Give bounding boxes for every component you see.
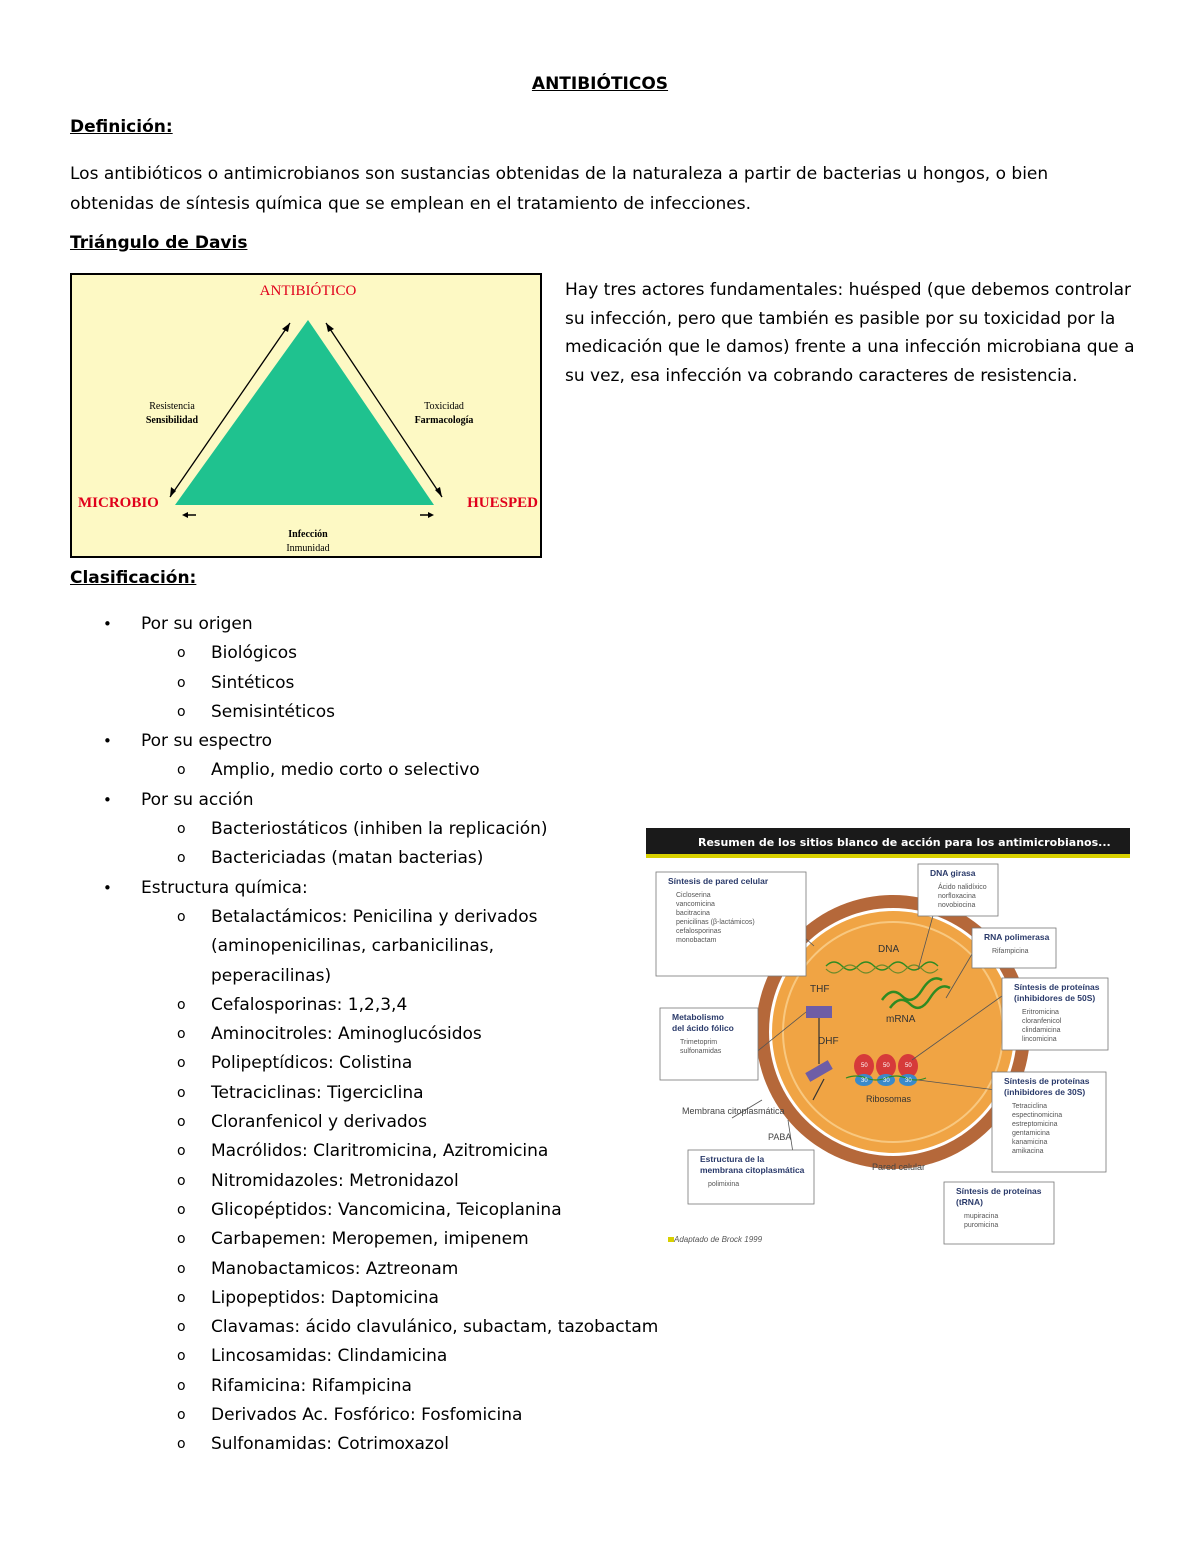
ribosome-label: 30: [905, 1078, 912, 1084]
page-title: ANTIBIÓTICOS: [531, 74, 669, 94]
classification-subitem: [0, 1108, 700, 1137]
classification-list: [0, 610, 700, 1460]
circle-bullet-icon: o: [177, 1114, 186, 1131]
target-box-item: lincomicina: [1022, 1036, 1057, 1043]
bullet-icon: •: [103, 732, 112, 751]
target-box-title: membrana citoplasmática: [700, 1165, 805, 1175]
target-box-item: norfloxacina: [938, 893, 976, 900]
circle-bullet-icon: o: [177, 1055, 186, 1072]
dna-label: DNA: [878, 944, 900, 955]
target-box-item: vancomicina: [676, 901, 715, 908]
circle-bullet-icon: o: [177, 1026, 186, 1043]
davis-triangle: [175, 320, 434, 505]
circle-bullet-icon: o: [177, 1377, 186, 1394]
davis-label-right: HUESPED: [467, 495, 538, 511]
classification-subitem: [0, 1049, 700, 1078]
circle-bullet-icon: o: [177, 1143, 186, 1160]
target-box-title: (inhibidores de 50S): [1014, 993, 1096, 1003]
circle-bullet-icon: o: [177, 762, 186, 779]
davis-description: Hay tres actores fundamentales: huésped (que debemos controlar su infección, pero que también es pasible por su toxicidad por la medicación que le damos) frente a una infección microbiana que a su vez, esa infección va cobrando caracteres de resistencia.: [565, 280, 1135, 386]
davis-bottom-1: Infección: [288, 529, 328, 540]
davis-heading: Triángulo de Davis: [70, 233, 248, 253]
classification-subitem-label: Glicopéptidos: Vancomicina, Teicoplanina: [211, 1199, 562, 1220]
targets-figure-svg: [646, 828, 1130, 1250]
classification-subitem-label: Derivados Ac. Fosfórico: Fosfomicina: [211, 1405, 523, 1426]
target-box-item: estreptomicina: [1012, 1121, 1058, 1128]
figure-title-stripe: [646, 854, 1130, 858]
ribosome-label: 30: [861, 1078, 868, 1084]
ribosome-label: 50: [905, 1063, 912, 1069]
davis-triangle-svg: [72, 275, 540, 556]
target-box-title: DNA girasa: [930, 868, 976, 878]
target-box-item: Ácido nalidíxico: [938, 884, 987, 891]
bullet-icon: •: [103, 878, 112, 897]
classification-item: [0, 874, 700, 903]
target-box-item: Trimetoprim: [680, 1039, 718, 1046]
circle-bullet-icon: o: [177, 1172, 186, 1189]
circle-bullet-icon: o: [177, 1201, 186, 1218]
target-box-item: monobactam: [676, 937, 717, 944]
classification-subitem: [0, 1430, 700, 1459]
classification-subitem: [0, 1020, 700, 1049]
classification-subitem: [0, 756, 700, 785]
target-box-title: (tRNA): [956, 1197, 983, 1207]
target-box-item: mupiracina: [964, 1213, 999, 1220]
classification-subitem: [0, 1225, 700, 1254]
target-box-title: RNA polimerasa: [984, 932, 1050, 942]
target-box-item: penicilinas (β-lactámicos): [676, 919, 755, 926]
target-box-item: puromicina: [964, 1222, 999, 1229]
target-box-title: (inhibidores de 30S): [1004, 1087, 1086, 1097]
classification-subitem-label: Tetraciclinas: Tigerciclina: [211, 1082, 424, 1103]
circle-bullet-icon: o: [177, 1231, 186, 1248]
classification-subitem-label: Lincosamidas: Clindamicina: [211, 1346, 448, 1367]
circle-bullet-icon: o: [177, 703, 186, 720]
circle-bullet-icon: o: [177, 1260, 186, 1277]
classification-subitem: [0, 1313, 700, 1342]
classification-subitem-label: Carbapemen: Meropemen, imipenem: [211, 1229, 529, 1250]
davis-right-side-1: Toxicidad: [424, 401, 464, 412]
circle-bullet-icon: o: [177, 1289, 186, 1306]
classification-subitem-label: Polipeptídicos: Colistina: [211, 1053, 413, 1074]
circle-bullet-icon: o: [177, 1436, 186, 1453]
arrowhead: [326, 323, 334, 332]
classification-subitem-label: Amplio, medio corto o selectivo: [211, 760, 480, 781]
membrane-label-1: Membrana citoplasmática: [682, 1106, 785, 1116]
davis-triangle-diagram: [70, 273, 542, 558]
davis-bottom-2: Inmunidad: [286, 543, 330, 554]
classification-subitem-label: Semisintéticos: [211, 701, 336, 722]
target-box-title: Síntesis de proteínas: [956, 1186, 1042, 1196]
classification-subitem: [0, 844, 700, 873]
classification-item: [0, 786, 700, 815]
circle-bullet-icon: o: [177, 674, 186, 691]
ribosomes-label: Ribosomas: [866, 1094, 912, 1104]
target-box-item: Rifampicina: [992, 948, 1029, 955]
credit-mark: [668, 1237, 674, 1242]
target-box-item: polimixina: [708, 1181, 740, 1188]
classification-subitem: [0, 1196, 700, 1225]
wall-label: Pared celular: [872, 1162, 926, 1172]
classification-subitem-label: Sintéticos: [211, 672, 295, 693]
circle-bullet-icon: o: [177, 1319, 186, 1336]
classification-subitem: [0, 1079, 700, 1108]
classification-subitem-label: Cefalosporinas: 1,2,3,4: [211, 994, 408, 1015]
classification-subitem-label: Manobactamicos: Aztreonam: [211, 1258, 459, 1279]
classification-item-label: Por su origen: [141, 614, 253, 634]
ribosome-label: 50: [861, 1063, 868, 1069]
classification-subitem-label: Lipopeptidos: Daptomicina: [211, 1287, 439, 1308]
classification-item-label: Estructura química:: [141, 877, 308, 898]
circle-bullet-icon: o: [177, 850, 186, 867]
target-box-item: gentamicina: [1012, 1130, 1050, 1137]
circle-bullet-icon: o: [177, 908, 186, 925]
arrowhead: [428, 512, 434, 518]
classification-subitem: [0, 669, 700, 698]
classification-subitem: [0, 1284, 700, 1313]
target-box-title: Síntesis de proteínas: [1004, 1076, 1090, 1086]
classification-subitem: [0, 1167, 700, 1196]
circle-bullet-icon: o: [177, 645, 186, 662]
target-box-item: bacitracina: [676, 910, 710, 917]
circle-bullet-icon: o: [177, 1407, 186, 1424]
target-box-title: Metabolismo: [672, 1012, 724, 1022]
target-box-item: cefalosporinas: [676, 928, 722, 935]
thf-label: THF: [810, 984, 830, 995]
classification-subitem: [0, 639, 700, 668]
classification-item-label: Por su espectro: [141, 731, 273, 752]
antimicrobial-targets-figure: [646, 828, 1130, 1250]
classification-subitem: [0, 991, 700, 1020]
target-box-item: sulfonamidas: [680, 1048, 722, 1055]
classification-subitem-label: Bactericiadas (matan bacterias): [211, 848, 484, 869]
davis-label-left: MICROBIO: [78, 495, 159, 511]
mrna-label: mRNA: [886, 1014, 916, 1025]
classification-subitem-label: Aminocitroles: Aminoglucósidos: [211, 1024, 482, 1045]
classification-subitem-label: Betalactámicos: Penicilina y derivados (aminopenicilinas, carbanicilinas, peperacilinas): [211, 906, 538, 986]
circle-bullet-icon: o: [177, 821, 186, 838]
classification-subitem-label: Rifamicina: Rifampicina: [211, 1375, 412, 1396]
classification-subitem-label: Clavamas: ácido clavulánico, subactam, tazobactam: [211, 1317, 659, 1338]
target-box-item: novobiocina: [938, 902, 976, 909]
classification-subitem: [0, 698, 700, 727]
arrowhead: [182, 512, 188, 518]
classification-item-label: Por su acción: [141, 789, 254, 810]
classification-subitem: [0, 903, 551, 991]
bullet-icon: •: [103, 790, 112, 809]
target-box-title: Estructura de la: [700, 1154, 765, 1164]
target-box-item: espectinomicina: [1012, 1112, 1063, 1119]
target-box-title: Síntesis de proteínas: [1014, 982, 1100, 992]
classification-subitem-label: Macrólidos: Claritromicina, Azitromicina: [211, 1141, 549, 1162]
classification-item: [0, 727, 700, 756]
target-box-item: cloranfenicol: [1022, 1018, 1062, 1025]
classification-subitem: [0, 1401, 700, 1430]
circle-bullet-icon: o: [177, 1084, 186, 1101]
target-box-item: amikacina: [1012, 1148, 1044, 1155]
bullet-icon: •: [103, 615, 112, 633]
classification-heading: Clasificación:: [70, 568, 197, 588]
classification-subitem: [0, 1342, 700, 1371]
classification-subitem-label: Bacteriostáticos (inhiben la replicación): [211, 819, 548, 840]
target-box-title: del ácido fólico: [672, 1023, 734, 1033]
target-box-item: Eritromicina: [1022, 1009, 1059, 1016]
classification-subitem: [0, 815, 700, 844]
target-box-item: clindamicina: [1022, 1027, 1061, 1034]
arrowhead: [282, 323, 290, 332]
davis-right-side-2: Farmacología: [414, 415, 474, 426]
target-box-item: Cicloserina: [676, 892, 711, 899]
classification-subitem: [0, 1255, 700, 1284]
classification-subitem: [0, 1372, 700, 1401]
classification-subitem: [0, 1137, 700, 1166]
davis-left-side-2: Sensibilidad: [145, 415, 199, 426]
ribosome-label: 30: [883, 1078, 890, 1084]
circle-bullet-icon: o: [177, 1348, 186, 1365]
ribosome-label: 50: [883, 1063, 890, 1069]
classification-subitem-label: Biológicos: [211, 643, 298, 664]
definition-text: Los antibióticos o antimicrobianos son sustancias obtenidas de la naturaleza a partir de bacterias u hongos, o bien obtenidas de síntesis química que se emplean en el tratamiento de infecciones.: [70, 164, 1049, 214]
classification-subitem-label: Nitromidazoles: Metronidazol: [211, 1170, 459, 1191]
dhf-label: DHF: [818, 1036, 839, 1047]
thf-enzyme: [806, 1006, 832, 1018]
target-box-item: kanamicina: [1012, 1139, 1048, 1146]
davis-left-side-1: Resistencia: [149, 401, 195, 412]
classification-subitem-label: Cloranfenicol y derivados: [211, 1112, 427, 1133]
paba-label: PABA: [768, 1132, 792, 1142]
figure-title: Resumen de los sitios blanco de acción para los antimicrobianos...: [698, 836, 1111, 849]
definition-heading: Definición:: [70, 117, 173, 137]
circle-bullet-icon: o: [177, 996, 186, 1013]
target-box-title: Síntesis de pared celular: [668, 876, 769, 886]
classification-item: [0, 610, 700, 639]
classification-subitem-label: Sulfonamidas: Cotrimoxazol: [211, 1434, 449, 1455]
target-box-item: Tetraciclina: [1012, 1103, 1048, 1110]
figure-credit: Adaptado de Brock 1999: [674, 1235, 763, 1244]
davis-label-top: ANTIBIÓTICO: [259, 283, 357, 299]
